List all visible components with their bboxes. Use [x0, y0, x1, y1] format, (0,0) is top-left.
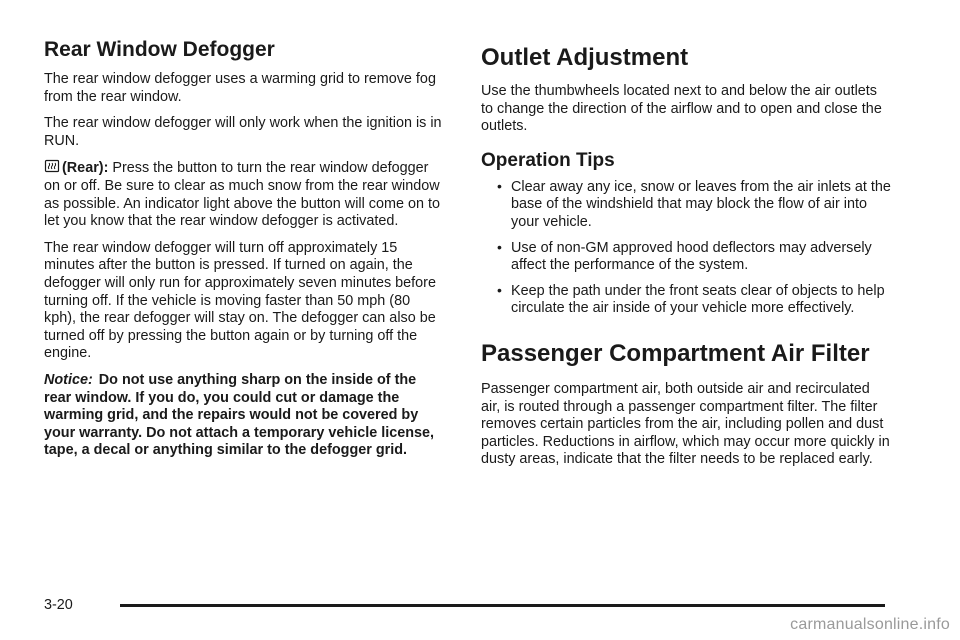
defogger-ignition-paragraph: The rear window defogger will only work when the ignition is in RUN. [44, 115, 442, 149]
air-filter-paragraph: Passenger compartment air, both outside air and recirculated air, is routed through a passenger compartment filter. The filter removes certain particles from the air, including pollen and dust particles. Reductions in airflow, which may occur more quickly in dusty areas, indicate that the filter needs to be replaced early. [481, 380, 890, 468]
defogger-timer-paragraph: The rear window defogger will turn off approximately 15 minutes after the button is pressed. If turned on again, the defogger will only run for approximately seven minutes before turning off. If the vehicle is moving faster than 50 mph (80 kph), the rear defogger will stay on. The defogger can also be turned off by pressing the button again or by turning off the engine. [44, 239, 436, 362]
notice-label: Notice: [44, 371, 93, 388]
left-column [44, 38, 444, 469]
footer-rule [120, 604, 885, 607]
rear-button-text: Press the button to turn the rear window defogger on or off. Be sure to clear as much snow from the rear window as possible. An indicator light above the button will come on to let you know that the rear window defogger is activated. [44, 160, 440, 230]
outlet-adjustment-paragraph: Use the thumbwheels located next to and below the air outlets to change the direction of the airflow and to open and close the outlets. [481, 83, 882, 135]
list-item: • Use of non-GM approved hood deflectors may adversely affect the performance of the system. [511, 240, 891, 275]
rear-button-paragraph [44, 159, 444, 230]
notice-text: Do not use anything sharp on the inside of the rear window. If you do, you could cut or damage the warming grid, and the repairs would not be covered by your warranty. Do not attach a temporary vehicle license, tape, a decal or anything similar to the defogger grid. [44, 371, 435, 459]
defogger-intro-paragraph: The rear window defogger uses a warming grid to remove fog from the rear window. [44, 71, 436, 105]
list-item: • Keep the path under the front seats clear of objects to help circulate the air inside of your vehicle more effectively. [511, 283, 891, 318]
air-filter-heading: Passenger Compartment Air Filter [481, 339, 870, 367]
rear-window-defogger-heading: Rear Window Defogger [44, 38, 275, 61]
list-item: • Clear away any ice, snow or leaves from the air inlets at the base of the windshield that may block the flow of air into your vehicle. [511, 179, 891, 232]
operation-tips-heading: Operation Tips [481, 149, 615, 171]
rear-label: (Rear): [62, 160, 109, 177]
rear-defog-icon [44, 159, 60, 175]
outlet-adjustment-heading: Outlet Adjustment [481, 44, 689, 71]
right-column [481, 44, 891, 478]
page-number: 3-20 [44, 597, 73, 613]
operation-tips-list [481, 179, 891, 318]
watermark: carmanualsonline.info [790, 616, 950, 633]
notice-paragraph [44, 372, 444, 460]
